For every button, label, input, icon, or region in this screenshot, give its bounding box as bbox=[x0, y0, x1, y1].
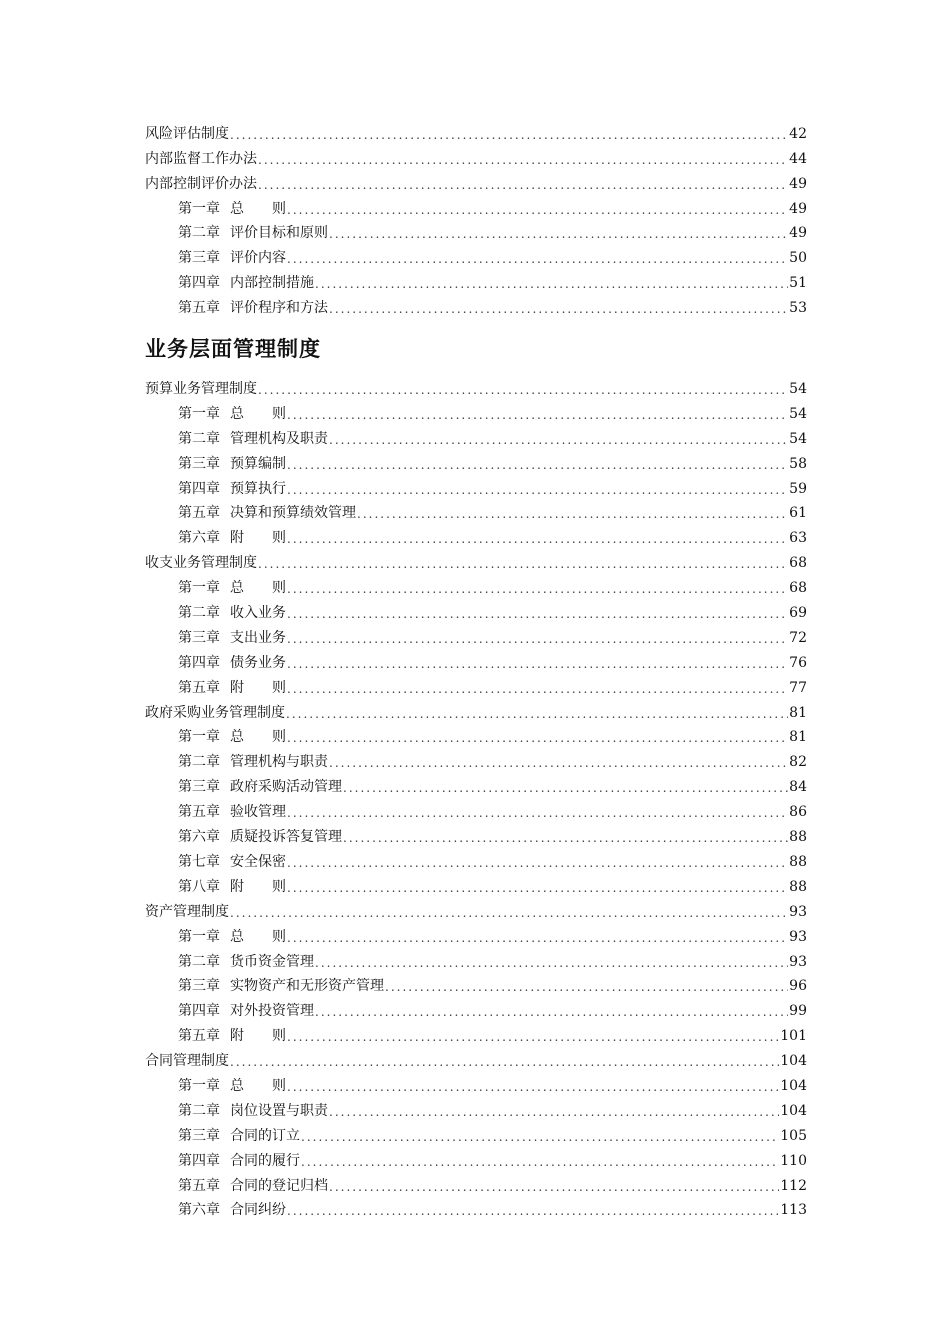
dot-leader bbox=[286, 705, 788, 723]
toc-entry-title: 收支业务管理制度 bbox=[145, 555, 257, 572]
page-number: 59 bbox=[789, 480, 807, 497]
page-number: 84 bbox=[789, 779, 807, 796]
dot-leader bbox=[329, 431, 788, 449]
toc-chapter-entry[interactable] bbox=[145, 922, 807, 947]
toc-chapter-title bbox=[178, 752, 328, 772]
toc-chapter-title bbox=[178, 199, 286, 219]
toc-chapter-entry[interactable] bbox=[145, 1021, 807, 1046]
page-number: 93 bbox=[789, 928, 807, 945]
chapter-number: 第二章 bbox=[178, 605, 220, 622]
chapter-name: 总 则 bbox=[230, 1077, 286, 1094]
dot-leader bbox=[329, 754, 788, 772]
toc-chapter-title bbox=[178, 1176, 328, 1196]
page-number: 88 bbox=[789, 878, 807, 895]
page-number: 93 bbox=[789, 903, 807, 920]
chapter-number: 第八章 bbox=[178, 878, 220, 895]
dot-leader bbox=[343, 829, 788, 847]
chapter-number: 第五章 bbox=[178, 300, 220, 317]
chapter-number: 第一章 bbox=[178, 405, 220, 422]
toc-entry[interactable] bbox=[145, 374, 807, 399]
chapter-number: 第三章 bbox=[178, 250, 220, 267]
dot-leader bbox=[287, 630, 788, 648]
chapter-name: 附 则 bbox=[230, 878, 286, 895]
dot-leader bbox=[258, 381, 788, 399]
dot-leader bbox=[287, 201, 788, 219]
dot-leader bbox=[385, 978, 788, 996]
page-number: 81 bbox=[789, 729, 807, 746]
toc-chapter-title bbox=[178, 298, 328, 318]
chapter-number: 第五章 bbox=[178, 679, 220, 696]
chapter-name: 内部控制措施 bbox=[230, 275, 314, 292]
dot-leader bbox=[287, 456, 788, 474]
section-heading: 业务层面管理制度 bbox=[145, 337, 321, 362]
toc-entry[interactable] bbox=[145, 119, 807, 144]
dot-leader bbox=[230, 904, 788, 922]
page-number: 68 bbox=[789, 580, 807, 597]
chapter-number: 第三章 bbox=[178, 1127, 220, 1144]
page-number: 113 bbox=[780, 1202, 807, 1219]
chapter-number: 第五章 bbox=[178, 804, 220, 821]
dot-leader bbox=[287, 1028, 779, 1046]
toc-chapter-entry[interactable] bbox=[145, 723, 807, 748]
dot-leader bbox=[287, 406, 788, 424]
toc-chapter-title bbox=[178, 877, 286, 897]
chapter-name: 质疑投诉答复管理 bbox=[230, 829, 342, 846]
page-number: 105 bbox=[780, 1127, 807, 1144]
page-number: 51 bbox=[789, 275, 807, 292]
toc-chapter-title bbox=[178, 952, 314, 972]
chapter-name: 预算执行 bbox=[230, 480, 286, 497]
toc-chapter-entry[interactable] bbox=[145, 598, 807, 623]
dot-leader bbox=[230, 1053, 779, 1071]
toc-chapter-title bbox=[178, 1076, 286, 1096]
dot-leader bbox=[343, 779, 788, 797]
toc-chapter-title bbox=[178, 404, 286, 424]
toc-chapter-entry[interactable] bbox=[145, 474, 807, 499]
chapter-number: 第六章 bbox=[178, 1202, 220, 1219]
dot-leader bbox=[258, 176, 788, 194]
toc-chapter-title bbox=[178, 777, 342, 797]
chapter-name: 合同的登记归档 bbox=[230, 1177, 328, 1194]
chapter-name: 支出业务 bbox=[230, 629, 286, 646]
toc-chapter-entry[interactable] bbox=[145, 772, 807, 797]
page-number: 86 bbox=[789, 804, 807, 821]
dot-leader bbox=[329, 225, 788, 243]
page-number: 50 bbox=[789, 250, 807, 267]
page-number: 104 bbox=[780, 1102, 807, 1119]
dot-leader bbox=[329, 300, 788, 318]
chapter-name: 债务业务 bbox=[230, 654, 286, 671]
dot-leader bbox=[287, 929, 788, 947]
dot-leader bbox=[287, 729, 788, 747]
toc-chapter-title bbox=[178, 223, 328, 243]
dot-leader bbox=[287, 879, 788, 897]
chapter-name: 附 则 bbox=[230, 679, 286, 696]
chapter-name: 总 则 bbox=[230, 580, 286, 597]
chapter-number: 第四章 bbox=[178, 275, 220, 292]
toc-chapter-title bbox=[178, 1200, 286, 1220]
chapter-number: 第二章 bbox=[178, 754, 220, 771]
toc-chapter-title bbox=[178, 503, 356, 523]
toc-chapter-entry[interactable] bbox=[145, 268, 807, 293]
chapter-name: 总 则 bbox=[230, 729, 286, 746]
toc-chapter-entry[interactable] bbox=[145, 1171, 807, 1196]
chapter-name: 政府采购活动管理 bbox=[230, 779, 342, 796]
chapter-name: 对外投资管理 bbox=[230, 1003, 314, 1020]
dot-leader bbox=[329, 1103, 779, 1121]
toc-chapter-title bbox=[178, 454, 286, 474]
toc-chapter-title bbox=[178, 802, 286, 822]
toc-entry-title: 预算业务管理制度 bbox=[145, 381, 257, 398]
page-number: 77 bbox=[789, 679, 807, 696]
dot-leader bbox=[287, 250, 788, 268]
chapter-name: 总 则 bbox=[230, 928, 286, 945]
dot-leader bbox=[301, 1128, 779, 1146]
toc-chapter-title bbox=[178, 479, 286, 499]
dot-leader bbox=[287, 680, 788, 698]
toc-entry-title: 资产管理制度 bbox=[145, 903, 229, 920]
chapter-name: 货币资金管理 bbox=[230, 953, 314, 970]
toc-chapter-entry[interactable] bbox=[145, 219, 807, 244]
toc-chapter-entry[interactable] bbox=[145, 847, 807, 872]
toc-chapter-entry[interactable] bbox=[145, 1096, 807, 1121]
toc-chapter-entry[interactable] bbox=[145, 1146, 807, 1171]
chapter-number: 第六章 bbox=[178, 829, 220, 846]
chapter-name: 安全保密 bbox=[230, 853, 286, 870]
chapter-name: 实物资产和无形资产管理 bbox=[230, 978, 384, 995]
dot-leader bbox=[315, 954, 788, 972]
toc-chapter-entry[interactable] bbox=[145, 996, 807, 1021]
page-number: 104 bbox=[780, 1077, 807, 1094]
toc-chapter-title bbox=[178, 827, 342, 847]
dot-leader bbox=[258, 555, 788, 573]
page-number: 53 bbox=[789, 300, 807, 317]
toc-chapter-title bbox=[178, 852, 286, 872]
toc-entry-title: 内部控制评价办法 bbox=[145, 175, 257, 192]
dot-leader bbox=[301, 1153, 779, 1171]
chapter-number: 第四章 bbox=[178, 480, 220, 497]
page-number: 101 bbox=[780, 1028, 807, 1045]
toc-chapter-entry[interactable] bbox=[145, 623, 807, 648]
dot-leader bbox=[287, 854, 788, 872]
toc-chapter-entry[interactable] bbox=[145, 648, 807, 673]
chapter-name: 附 则 bbox=[230, 1028, 286, 1045]
dot-leader bbox=[287, 481, 788, 499]
toc-chapter-entry[interactable] bbox=[145, 1196, 807, 1221]
toc-chapter-entry[interactable] bbox=[145, 399, 807, 424]
chapter-name: 管理机构与职责 bbox=[230, 754, 328, 771]
toc-chapter-title bbox=[178, 578, 286, 598]
toc-chapter-entry[interactable] bbox=[145, 972, 807, 997]
page-number: 104 bbox=[780, 1053, 807, 1070]
page-number: 44 bbox=[789, 150, 807, 167]
toc-block-general bbox=[145, 119, 807, 318]
chapter-number: 第一章 bbox=[178, 928, 220, 945]
page-number: 68 bbox=[789, 555, 807, 572]
toc-chapter-entry[interactable] bbox=[145, 822, 807, 847]
page-number: 42 bbox=[789, 125, 807, 142]
page-number: 96 bbox=[789, 978, 807, 995]
chapter-number: 第二章 bbox=[178, 430, 220, 447]
toc-chapter-entry[interactable] bbox=[145, 293, 807, 318]
toc-chapter-entry[interactable] bbox=[145, 573, 807, 598]
toc-chapter-title bbox=[178, 678, 286, 698]
dot-leader bbox=[287, 605, 788, 623]
chapter-number: 第二章 bbox=[178, 225, 220, 242]
toc-chapter-title bbox=[178, 1151, 300, 1171]
toc-entry[interactable] bbox=[145, 897, 807, 922]
page-number: 49 bbox=[789, 200, 807, 217]
chapter-name: 总 则 bbox=[230, 200, 286, 217]
chapter-number: 第四章 bbox=[178, 1152, 220, 1169]
toc-chapter-title bbox=[178, 528, 286, 548]
toc-chapter-entry[interactable] bbox=[145, 1071, 807, 1096]
chapter-name: 评价目标和原则 bbox=[230, 225, 328, 242]
toc-chapter-entry[interactable] bbox=[145, 1121, 807, 1146]
page-number: 99 bbox=[789, 1003, 807, 1020]
dot-leader bbox=[258, 151, 788, 169]
toc-entry-title: 风险评估制度 bbox=[145, 125, 229, 142]
toc-entry[interactable] bbox=[145, 1046, 807, 1071]
toc-chapter-title bbox=[178, 273, 314, 293]
page-number: 69 bbox=[789, 605, 807, 622]
toc-chapter-title bbox=[178, 628, 286, 648]
page-number: 88 bbox=[789, 853, 807, 870]
toc-chapter-entry[interactable] bbox=[145, 947, 807, 972]
page-number: 54 bbox=[789, 405, 807, 422]
chapter-name: 验收管理 bbox=[230, 804, 286, 821]
chapter-number: 第五章 bbox=[178, 1177, 220, 1194]
toc-entry-title: 政府采购业务管理制度 bbox=[145, 704, 285, 721]
dot-leader bbox=[287, 804, 788, 822]
toc-block-business bbox=[145, 374, 807, 1220]
dot-leader bbox=[287, 530, 788, 548]
chapter-name: 收入业务 bbox=[230, 605, 286, 622]
toc-chapter-title bbox=[178, 1101, 328, 1121]
toc-chapter-title bbox=[178, 727, 286, 747]
table-of-contents bbox=[145, 119, 807, 1220]
toc-entry[interactable] bbox=[145, 698, 807, 723]
chapter-number: 第五章 bbox=[178, 1028, 220, 1045]
page-number: 58 bbox=[789, 455, 807, 472]
chapter-number: 第四章 bbox=[178, 1003, 220, 1020]
dot-leader bbox=[230, 126, 788, 144]
page-number: 110 bbox=[780, 1152, 807, 1169]
chapter-name: 合同的履行 bbox=[230, 1152, 300, 1169]
page-number: 49 bbox=[789, 175, 807, 192]
page-number: 88 bbox=[789, 829, 807, 846]
toc-chapter-entry[interactable] bbox=[145, 523, 807, 548]
toc-chapter-title bbox=[178, 653, 286, 673]
chapter-number: 第三章 bbox=[178, 629, 220, 646]
chapter-name: 总 则 bbox=[230, 405, 286, 422]
toc-chapter-entry[interactable] bbox=[145, 243, 807, 268]
dot-leader bbox=[315, 1003, 788, 1021]
toc-entry[interactable] bbox=[145, 144, 807, 169]
page-number: 54 bbox=[789, 381, 807, 398]
toc-entry[interactable] bbox=[145, 548, 807, 573]
chapter-number: 第三章 bbox=[178, 779, 220, 796]
toc-chapter-entry[interactable] bbox=[145, 449, 807, 474]
chapter-number: 第一章 bbox=[178, 729, 220, 746]
toc-chapter-entry[interactable] bbox=[145, 424, 807, 449]
chapter-name: 附 则 bbox=[230, 530, 286, 547]
dot-leader bbox=[287, 1078, 779, 1096]
chapter-number: 第三章 bbox=[178, 455, 220, 472]
chapter-name: 合同纠纷 bbox=[230, 1202, 286, 1219]
chapter-number: 第二章 bbox=[178, 953, 220, 970]
toc-entry-title: 合同管理制度 bbox=[145, 1053, 229, 1070]
chapter-name: 合同的订立 bbox=[230, 1127, 300, 1144]
dot-leader bbox=[315, 275, 788, 293]
dot-leader bbox=[287, 655, 788, 673]
page-number: 82 bbox=[789, 754, 807, 771]
chapter-name: 预算编制 bbox=[230, 455, 286, 472]
chapter-number: 第四章 bbox=[178, 654, 220, 671]
toc-chapter-title bbox=[178, 976, 384, 996]
toc-entry[interactable] bbox=[145, 169, 807, 194]
chapter-name: 决算和预算绩效管理 bbox=[230, 505, 356, 522]
toc-chapter-title bbox=[178, 248, 286, 268]
chapter-name: 评价程序和方法 bbox=[230, 300, 328, 317]
dot-leader bbox=[287, 580, 788, 598]
toc-chapter-title bbox=[178, 429, 328, 449]
page-number: 49 bbox=[789, 225, 807, 242]
toc-chapter-entry[interactable] bbox=[145, 194, 807, 219]
toc-chapter-title bbox=[178, 927, 286, 947]
chapter-number: 第五章 bbox=[178, 505, 220, 522]
page-number: 112 bbox=[780, 1177, 807, 1194]
page-number: 76 bbox=[789, 654, 807, 671]
page-number: 61 bbox=[789, 505, 807, 522]
page-number: 93 bbox=[789, 953, 807, 970]
page-number: 63 bbox=[789, 530, 807, 547]
chapter-number: 第六章 bbox=[178, 530, 220, 547]
chapter-name: 评价内容 bbox=[230, 250, 286, 267]
page-number: 54 bbox=[789, 430, 807, 447]
chapter-number: 第二章 bbox=[178, 1102, 220, 1119]
toc-chapter-entry[interactable] bbox=[145, 673, 807, 698]
page-number: 81 bbox=[789, 704, 807, 721]
page-number: 72 bbox=[789, 629, 807, 646]
toc-chapter-title bbox=[178, 1026, 286, 1046]
toc-chapter-title bbox=[178, 1001, 314, 1021]
chapter-number: 第三章 bbox=[178, 978, 220, 995]
chapter-number: 第一章 bbox=[178, 200, 220, 217]
chapter-number: 第一章 bbox=[178, 580, 220, 597]
toc-chapter-entry[interactable] bbox=[145, 872, 807, 897]
toc-chapter-entry[interactable] bbox=[145, 747, 807, 772]
toc-chapter-entry[interactable] bbox=[145, 797, 807, 822]
chapter-name: 岗位设置与职责 bbox=[230, 1102, 328, 1119]
toc-chapter-entry[interactable] bbox=[145, 499, 807, 524]
dot-leader bbox=[329, 1178, 779, 1196]
toc-entry-title: 内部监督工作办法 bbox=[145, 150, 257, 167]
dot-leader bbox=[287, 1202, 779, 1220]
chapter-name: 管理机构及职责 bbox=[230, 430, 328, 447]
dot-leader bbox=[357, 505, 788, 523]
toc-chapter-title bbox=[178, 603, 286, 623]
chapter-number: 第七章 bbox=[178, 853, 220, 870]
toc-chapter-title bbox=[178, 1126, 300, 1146]
chapter-number: 第一章 bbox=[178, 1077, 220, 1094]
